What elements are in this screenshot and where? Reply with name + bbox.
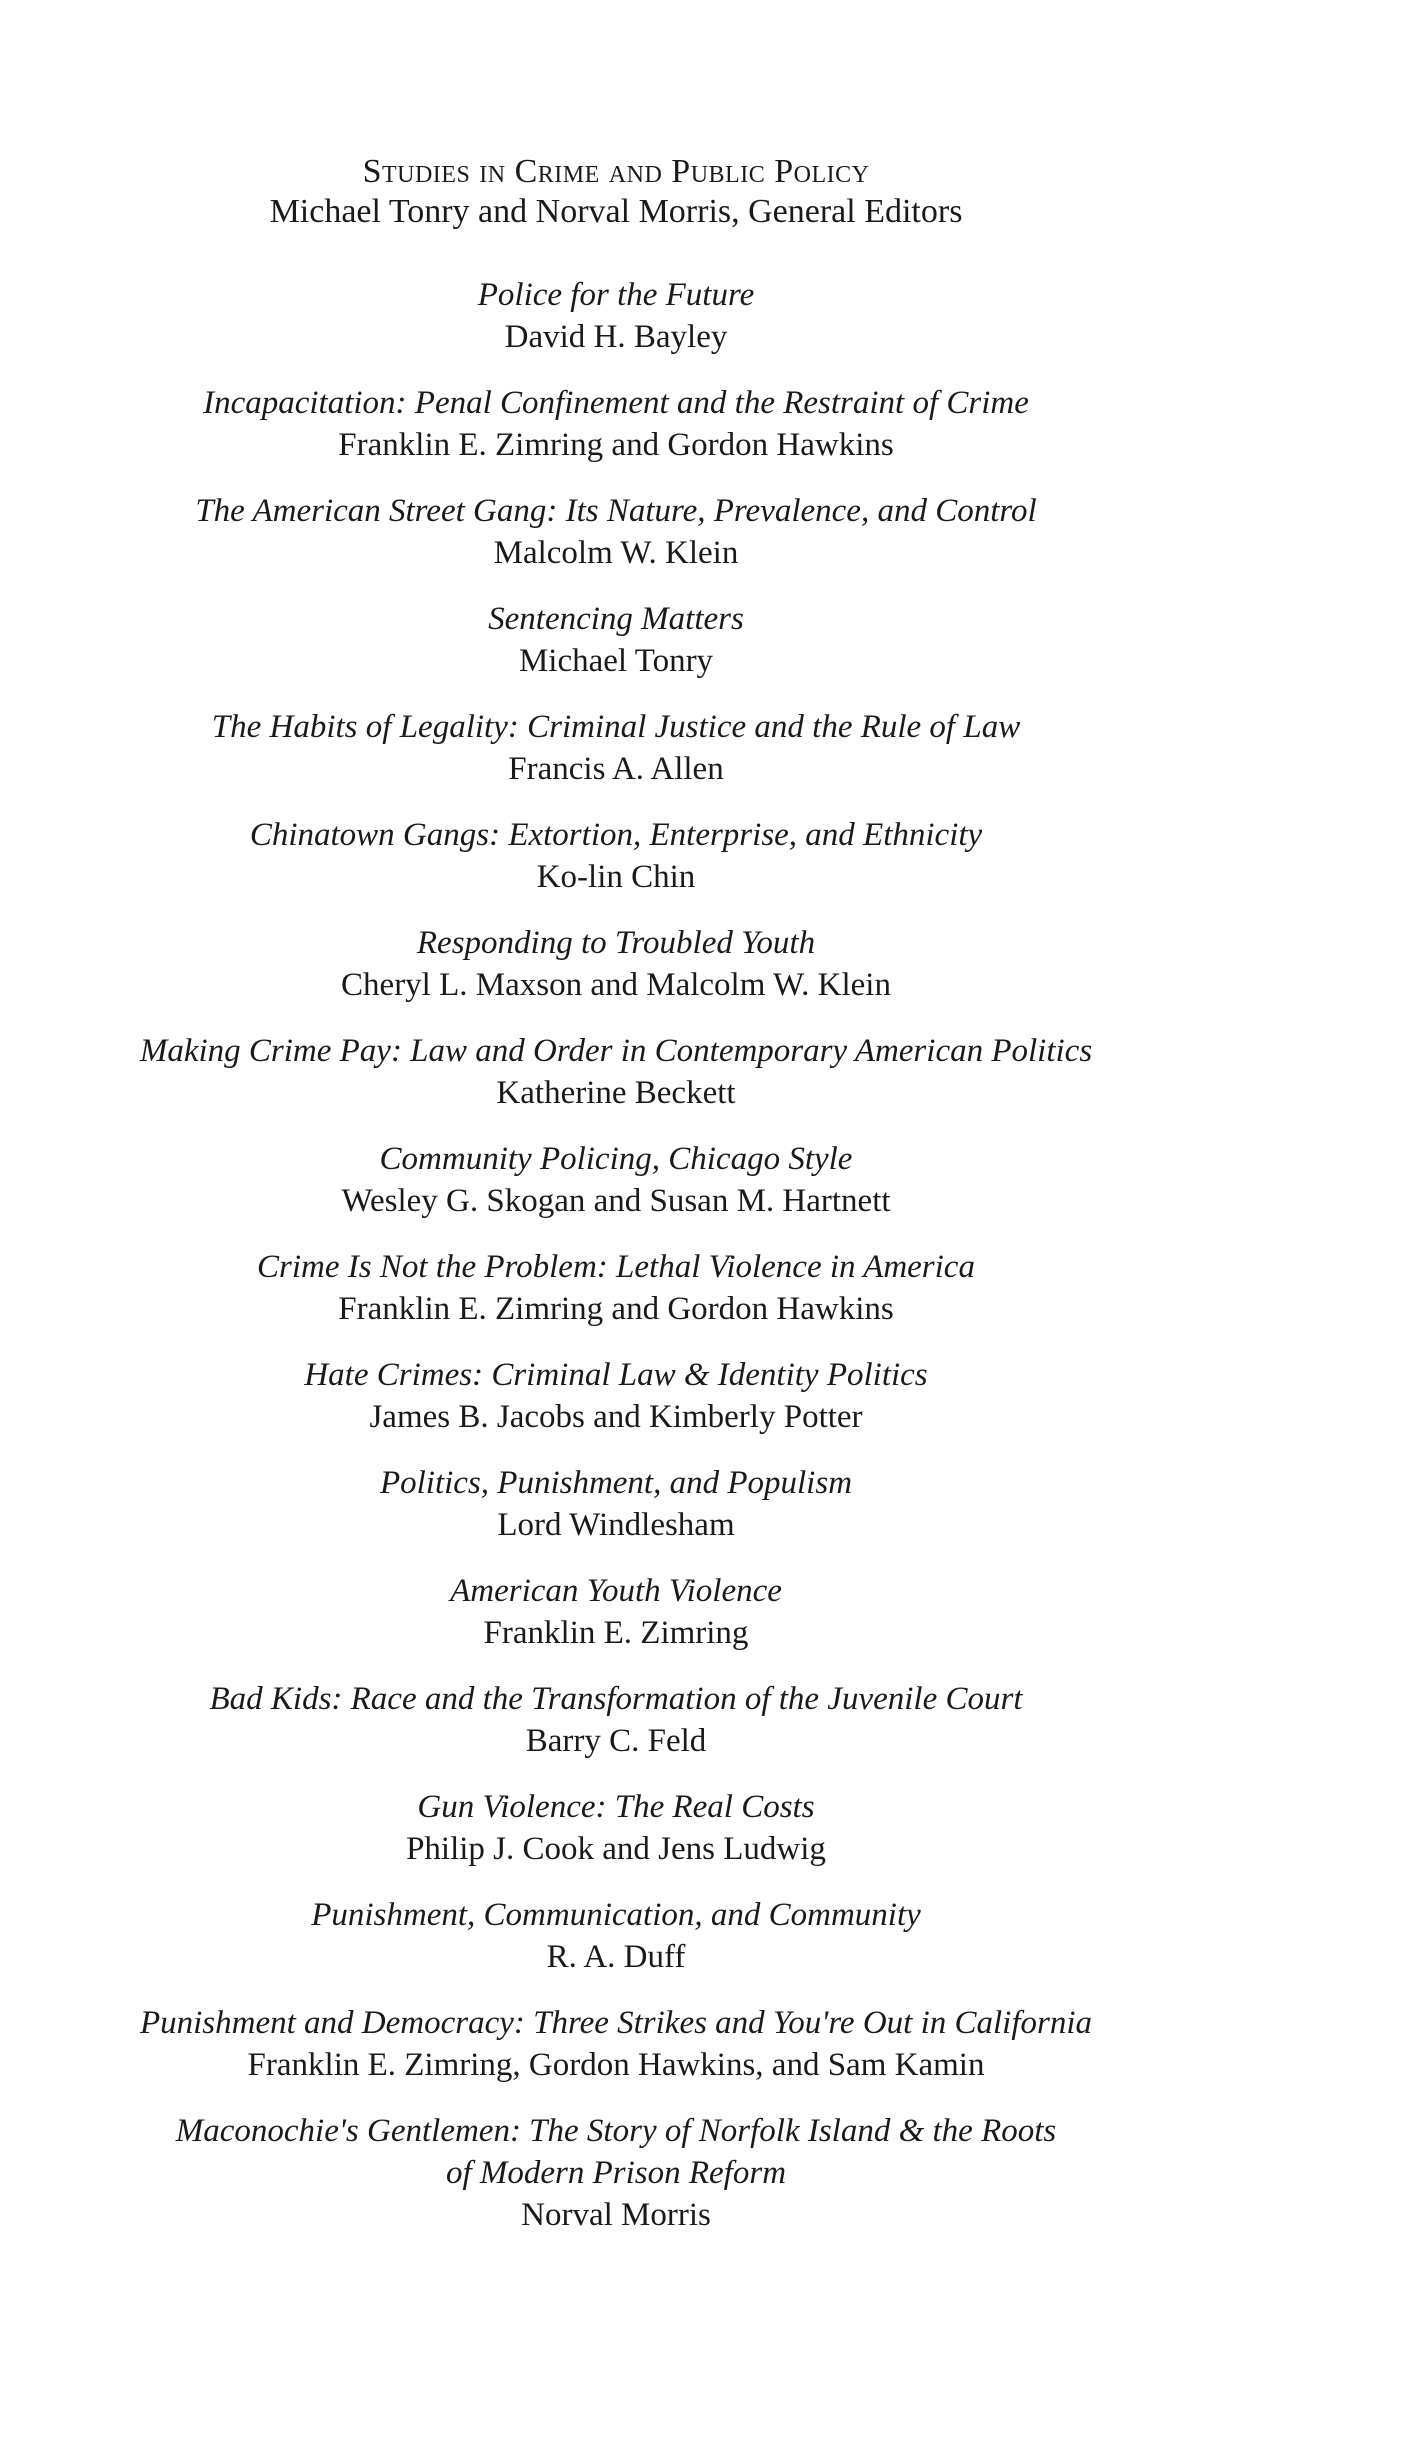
book-author: Ko-lin Chin [536,859,696,895]
book-title-line-2: of Modern Prison Reform [445,2155,787,2191]
book-author: Malcolm W. Klein [493,535,739,571]
book-author: Franklin E. Zimring, Gordon Hawkins, and Sam Kamin [247,2047,985,2083]
book-entry [0,1030,1232,1114]
book-title: American Youth Violence [450,1573,782,1609]
book-author: Michael Tonry [518,643,714,679]
book-title: Punishment, Communication, and Community [311,1897,921,1933]
book-author: Cheryl L. Maxson and Malcolm W. Klein [341,967,891,1003]
book-entry [0,382,1232,466]
book-title: The American Street Gang: Its Nature, Prevalence, and Control [195,493,1037,529]
book-author: Francis A. Allen [508,751,724,787]
book-author: Norval Morris [521,2197,711,2233]
book-entry [0,1354,1232,1438]
book-list [0,274,1232,2236]
book-title: Incapacitation: Penal Confinement and the Restraint of Crime [203,385,1029,421]
book-entry [0,2110,1232,2236]
book-title: Making Crime Pay: Law and Order in Contemporary American Politics [139,1033,1093,1069]
book-author: Wesley G. Skogan and Susan M. Hartnett [341,1183,891,1219]
book-entry [0,1462,1232,1546]
book-title: Chinatown Gangs: Extortion, Enterprise, and Ethnicity [249,817,983,853]
book-author: David H. Bayley [504,319,728,355]
book-author: Lord Windlesham [497,1507,735,1543]
book-author: Franklin E. Zimring [483,1615,749,1651]
book-author: R. A. Duff [546,1939,686,1975]
book-entry [0,274,1232,358]
book-author: Philip J. Cook and Jens Ludwig [406,1831,826,1867]
book-author: Katherine Beckett [496,1075,736,1111]
book-title: Politics, Punishment, and Populism [379,1465,853,1501]
book-title: Sentencing Matters [488,601,744,637]
book-author: James B. Jacobs and Kimberly Potter [369,1399,863,1435]
book-entry [0,2002,1232,2086]
book-title: Crime Is Not the Problem: Lethal Violence in America [257,1249,975,1285]
book-author: Barry C. Feld [525,1723,707,1759]
book-entry [0,1678,1232,1762]
book-entry [0,814,1232,898]
book-title: Hate Crimes: Criminal Law & Identity Politics [304,1357,928,1393]
book-entry [0,1786,1232,1870]
book-entry [0,706,1232,790]
book-entry [0,922,1232,1006]
book-entry [0,1246,1232,1330]
series-title: Studies in Crime and Public Policy [362,153,870,190]
book-entry [0,1138,1232,1222]
book-author: Franklin E. Zimring and Gordon Hawkins [338,427,894,463]
book-title: Community Policing, Chicago Style [379,1141,853,1177]
book-title: Gun Violence: The Real Costs [417,1789,815,1825]
book-entry [0,1894,1232,1978]
series-editors: Michael Tonry and Norval Morris, General Editors [269,193,963,230]
book-entry [0,490,1232,574]
book-title: Police for the Future [477,277,755,313]
series-header [0,152,1232,232]
book-title: Punishment and Democracy: Three Strikes and You're Out in California [139,2005,1093,2041]
book-title: Maconochie's Gentlemen: The Story of Norfolk Island & the Roots [175,2113,1057,2149]
book-entry [0,598,1232,682]
book-title: Bad Kids: Race and the Transformation of the Juvenile Court [209,1681,1023,1717]
book-author: Franklin E. Zimring and Gordon Hawkins [338,1291,894,1327]
book-title: Responding to Troubled Youth [416,925,816,961]
book-entry [0,1570,1232,1654]
book-title: The Habits of Legality: Criminal Justice and the Rule of Law [211,709,1021,745]
